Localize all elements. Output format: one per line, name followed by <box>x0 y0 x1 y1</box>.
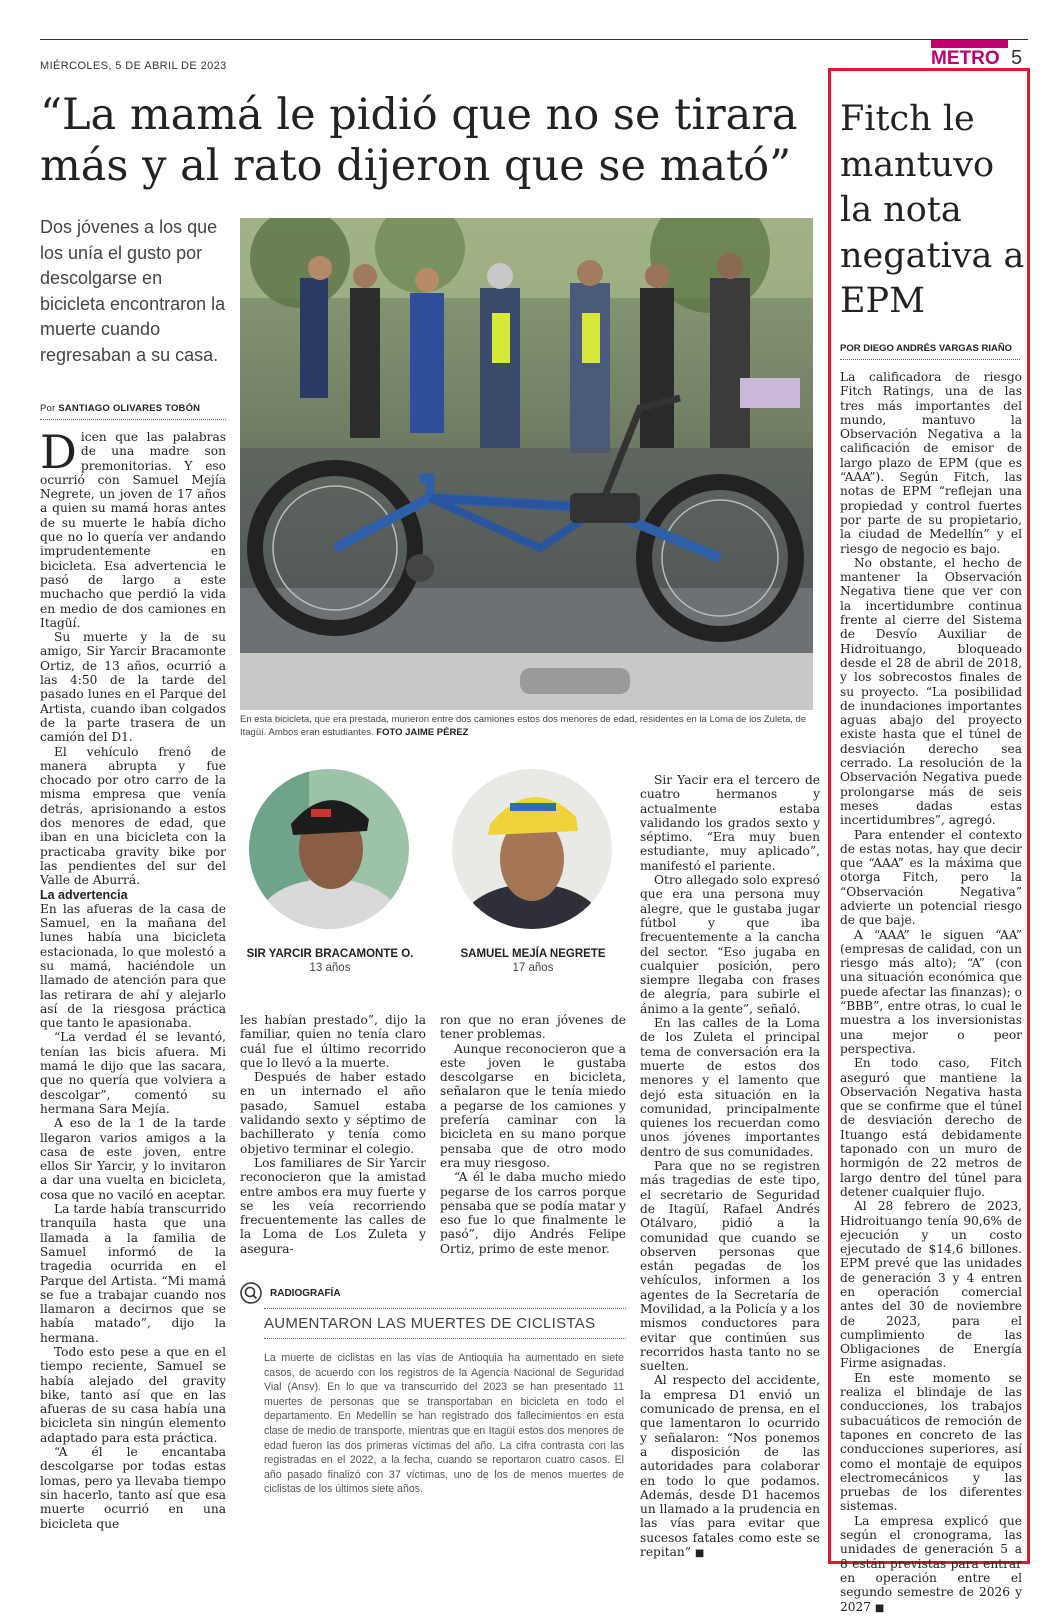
paragraph: Al respecto del accidente, la empresa D1 envió un comunicado de prensa, en el que lamentaron lo ocurrido y señalaron: “Nos ponemos a disposición de las autoridades para colaborar en todo lo que podamos. Además, desde D1 hacemos un llamado a la prudencia en las vías para evitar que sucesos fatales como este se repitan” ■ <box>640 1373 820 1560</box>
page-number: 5 <box>1011 47 1023 69</box>
article-column-3 <box>440 1013 626 1256</box>
byline-prefix: Por <box>40 403 56 414</box>
end-mark: ■ <box>874 1602 885 1614</box>
paragraph: En las calles de la Loma de los Zuleta el principal tema de conversación era la muerte de estos dos menores y el lamento que dejó esta situación en la comunidad, principalmente quienes los recuerdan como unos jóvenes importantes dentro de sus comunidades. <box>640 1016 820 1159</box>
portrait-illustration <box>452 769 612 929</box>
caption-text: En esta bicicleta, que era prestada, murieron entre dos camiones estos dos menores de edad, residentes en la Loma de los Zuleta, de Itagüí. Ambos eran estudiantes. <box>240 714 807 738</box>
infobox-title: AUMENTARON LAS MUERTES DE CICLISTAS <box>264 1315 596 1332</box>
paragraph: Otro allegado solo expresó que era una persona muy alegre, que le gustaba jugar fútbol y que iba frecuentemente a la cancha del sector. “Eso jugaba en cualquier posición, pero siempre llegaba con frases de alegría, para subirle el ánimo a la gente”, señaló. <box>640 873 820 1016</box>
paragraph: La empresa explicó que según el cronograma, las unidades de generación 5 a 8 están previstas para entrar en operación entre el segundo semestre de 2026 y 2027 ■ <box>840 1513 1022 1614</box>
paragraph: La calificadora de riesgo Fitch Ratings, una de las tres más importantes del mundo, mantuvo la Observación Negativa a la calificación de emisor de largo plazo de EPM (que es “AAA”). Según Fitch, las notas de EPM “reflejan una propiedad y control fuertes por parte de su propietario, la ciudad de Medellín” y el riesgo de negocio es bajo. <box>840 370 1022 556</box>
top-rule <box>40 39 1028 40</box>
section-name: METRO <box>931 48 1000 69</box>
main-headline: “La mamá le pidió que no se tirara más y al rato dijeron que se mató” <box>40 90 798 191</box>
portrait-samuel <box>452 769 612 929</box>
paragraph: les habían prestado”, dijo la familiar, quien no tenía claro cuál fue el último recorrido que lo llevó a la muerte. <box>240 1013 426 1070</box>
drop-cap: D <box>40 425 77 479</box>
section-label <box>931 48 1000 70</box>
article-column-2 <box>240 1013 426 1256</box>
paragraph: Su muerte y la de su amigo, Sir Yarcir Bracamonte Ortiz, de 13 años, ocurrió a las 4:50 de la tarde del pasado lunes en el Parque del Artista, cuando iban colgados de la parte trasera de un camión del D1. <box>40 630 226 745</box>
paragraph: A “AAA” le siguen “AA” (empresas de calidad, con un riesgo más alto); “A” (con una situación económica que puede afectar las finanzas); o “BBB”, entre otras, lo cual le muestra a los inversionistas una mejor o peor perspectiva. <box>840 927 1022 1056</box>
paragraph: “La verdad él se levantó, tenían las bicis afuera. Mi mamá le dijo que las sacara, que no quería que volviera a descolgar”, comentó su hermana Sara Mejía. <box>40 1030 226 1116</box>
bicycle-photo <box>240 218 813 710</box>
section-accent-bar <box>931 40 1008 48</box>
paragraph: Sir Yacir era el tercero de cuatro hermanos y actualmente estaba validando los grados sexto y séptimo. “Era muy buen estudiante, muy aplicado”, manifestó el pariente. <box>640 773 820 873</box>
victim-age: 17 años <box>512 962 554 974</box>
paragraph: El vehículo frenó de manera abrupta y fue chocado por otro carro de la misma empresa que venía detrás, aprisionando a estos dos menores de edad, que iban en una bicicleta con la practicaba gravity bike por las pendientes del sur del Valle de Aburrá. <box>40 744 226 888</box>
search-icon <box>240 1282 262 1304</box>
paragraph: Para que no se registren más tragedias de este tipo, el secretario de Seguridad de Itagüí, Rafael Andrés Otálvaro, pidió a la comunidad que cuando se observen personas que están pegadas de los vehículos, informen a los agentes de la Secretaría de Movilidad, a la Policía y a los mismos conductores para evitar que continúen sus recorridos hasta tanto no se suelten. <box>640 1159 820 1374</box>
paragraph: Para entender el contexto de estas notas, hay que decir que “AAA” es la máxima que otorga Fitch, pero la “Observación Negativa” advierte un potencial riesgo de que baje. <box>840 827 1022 928</box>
paragraph: Dicen que las palabras de una madre son premonitorias. Y eso ocurrió con Samuel Mejía Negrete, un joven de 17 años a quien su mamá horas antes de su muerte le había dicho que no lo quería ver andando imprudentemente en bicicleta. Esa advertencia le pasó de largo a este muchacho que perdió la vida en medio de dos camiones en Itagüí. <box>40 425 226 630</box>
issue-date: MIÉRCOLES, 5 DE ABRIL DE 2023 <box>40 60 227 72</box>
main-byline <box>40 403 200 414</box>
radiografia-infobox <box>240 1282 626 1497</box>
infobox-kicker: RADIOGRAFÍA <box>270 1287 341 1299</box>
portrait-illustration <box>249 769 409 929</box>
lead-paragraph: Dos jóvenes a los que los unía el gusto por descolgarse en bicicleta encontraron la muerte cuando regresaban a su casa. <box>40 217 226 365</box>
paragraph: “A él le daba mucho miedo pegarse de los carros porque pensaba que se podía matar y eso fue lo que finalmente le pasó”, dijo Andrés Felipe Ortiz, primo de este menor. <box>440 1170 626 1256</box>
paragraph: La tarde había transcurrido tranquila hasta que una llamada a la familia de Samuel informó de la tragedia ocurrida en el Parque del Artista. “Mi mamá se fue a trabajar cuando nos llamaron a decirnos que se había matado”, dijo la hermana. <box>40 1202 226 1345</box>
side-article-body <box>840 370 1022 1616</box>
side-byline-rule <box>840 359 1020 360</box>
article-column-1 <box>40 425 226 1531</box>
paragraph: Los familiares de Sir Yarcir reconocieron que la amistad entre ambos era muy fuerte y se les veía recorriendo frecuentemente las calles de la Loma de Los Zuleta y asegura- <box>240 1155 426 1256</box>
paragraph: Después de haber estado en un internado el año pasado, Samuel estaba validando sexto y séptimo de bachillerato y tenía como objetivo terminar el colegio. <box>240 1070 426 1156</box>
end-mark: ■ <box>694 1548 705 1560</box>
byline-rule <box>40 419 226 420</box>
victim-age: 13 años <box>309 962 351 974</box>
paragraph: A eso de la 1 de la tarde llegaron varios amigos a la casa de este joven, entre ellos Sir Yarcir, y lo invitaron a dar una vuelta en bicicleta, cosa que no vaciló en aceptar. <box>40 1116 226 1202</box>
infobox-header <box>240 1282 626 1304</box>
victim-name: SIR YARCIR BRACAMONTE O. <box>246 948 414 960</box>
infobox-rule <box>264 1338 626 1339</box>
infobox-rule <box>264 1308 626 1309</box>
paragraph: “A él le encantaba descolgarse por todas estas lomas, pero ya llevaba tiempo sin hacerlo, tanto así que esa muerte ocurrió en una bicicleta que <box>40 1445 226 1531</box>
paragraph: Aunque reconocieron que a este joven le gustaba descolgarse en bicicleta, señalaron que le tenía miedo a pegarse de los camiones y prefería caminar con la bicicleta en su mano porque pensaba que de otro modo era muy riesgoso. <box>440 1041 626 1170</box>
byline-name: SANTIAGO OLIVARES TOBÓN <box>58 403 201 414</box>
paragraph: Al 28 febrero de 2023, Hidroituango tenía 90,6% de ejecución y un costo ejecutado de $14,6 billones. EPM prevé que las unidades de generación 3 y 4 entren en operación comercial antes del 30 de noviembre de 2023, para el cumplimiento de las Obligaciones de Energía Firme asignadas. <box>840 1199 1022 1371</box>
side-headline: Fitch le mantuvo la nota negativa a EPM <box>840 99 1025 321</box>
paragraph: No obstante, el hecho de mantener la Observación Negativa tiene que ver con la incertidumbre continua frente al cierre del Sistema de Desvío Auxiliar de Hidroituango, bloqueado desde el 28 de abril de 2018, y los sobrecostos finales de su proyecto. “La posibilidad de inundaciones importantes aguas abajo del proyecto existe hasta que el túnel de desviación derecho sea cerrado. La resolución de la Observación Negativa puede prolongarse más de seis meses dadas estas incertidumbres”, agregó. <box>840 555 1022 828</box>
side-byline: POR DIEGO ANDRÉS VARGAS RIAÑO <box>840 343 1013 354</box>
paragraph: En este momento se realiza el blindaje de las conducciones, los trabajos subacuáticos de remoción de tapones en concreto de las conducciones superiores, así como el montaje de equipos electromecánicos y las pruebas de los diferentes sistemas. <box>840 1370 1022 1514</box>
photo-credit: FOTO JAIME PÉREZ <box>376 727 469 738</box>
photo-caption <box>240 713 815 739</box>
paragraph: En todo caso, Fitch aseguró que mantiene la Observación Negativa hasta que se confirme que el túnel de desviación derecho de Ituango está debidamente taponado con un muro de hormigón de 22 metros de largo dentro del túnel para detener cualquier flujo. <box>840 1056 1022 1199</box>
subheading: La advertencia <box>40 887 128 902</box>
infobox-text: La muerte de ciclistas en las vías de Antioquia ha aumentado en siete casos, de acuerdo con los registros de la Agencia Nacional de Seguridad Vial (Ansv). En lo que va transcurrido del 2023 se han presentado 11 muertes de personas que se transportaban en bicicleta en todo el departamento. En Medellín se han registrado dos fallecimientos en esta clase de medio de transporte, mientras que en Itagüí estos dos menores de edad fueron las dos primeras víctimas del año. La cifra contrasta con las registradas en el 2022, a la fecha, cuando se reportaron cuatro casos. El año pasado finalizó con 37 víctimas, uno de los de menos muertes de ciclistas de los últimos siete años. <box>264 1352 624 1496</box>
portrait-sir-yarcir <box>249 769 409 929</box>
paragraph: Todo esto pese a que en el tiempo reciente, Samuel se había alejado del gravity bike, tanto así que en las afueras de su casa había una bicicleta sin ningún elemento adaptado para esta práctica. <box>40 1345 226 1445</box>
victim-name: SAMUEL MEJÍA NEGRETE <box>460 948 606 960</box>
bicycle-photo-illustration <box>240 218 813 710</box>
paragraph: En las afueras de la casa de Samuel, en la mañana del lunes había una bicicleta estacionada, lo que molestó a su mamá, haciéndole un llamado de atención para que las retirara de ahí y alejarlo así de la riesgosa práctica que tanto le apasionaba. <box>40 901 226 1031</box>
article-column-4 <box>640 773 820 1561</box>
paragraph: ron que no eran jóvenes de tener problemas. <box>440 1013 626 1042</box>
